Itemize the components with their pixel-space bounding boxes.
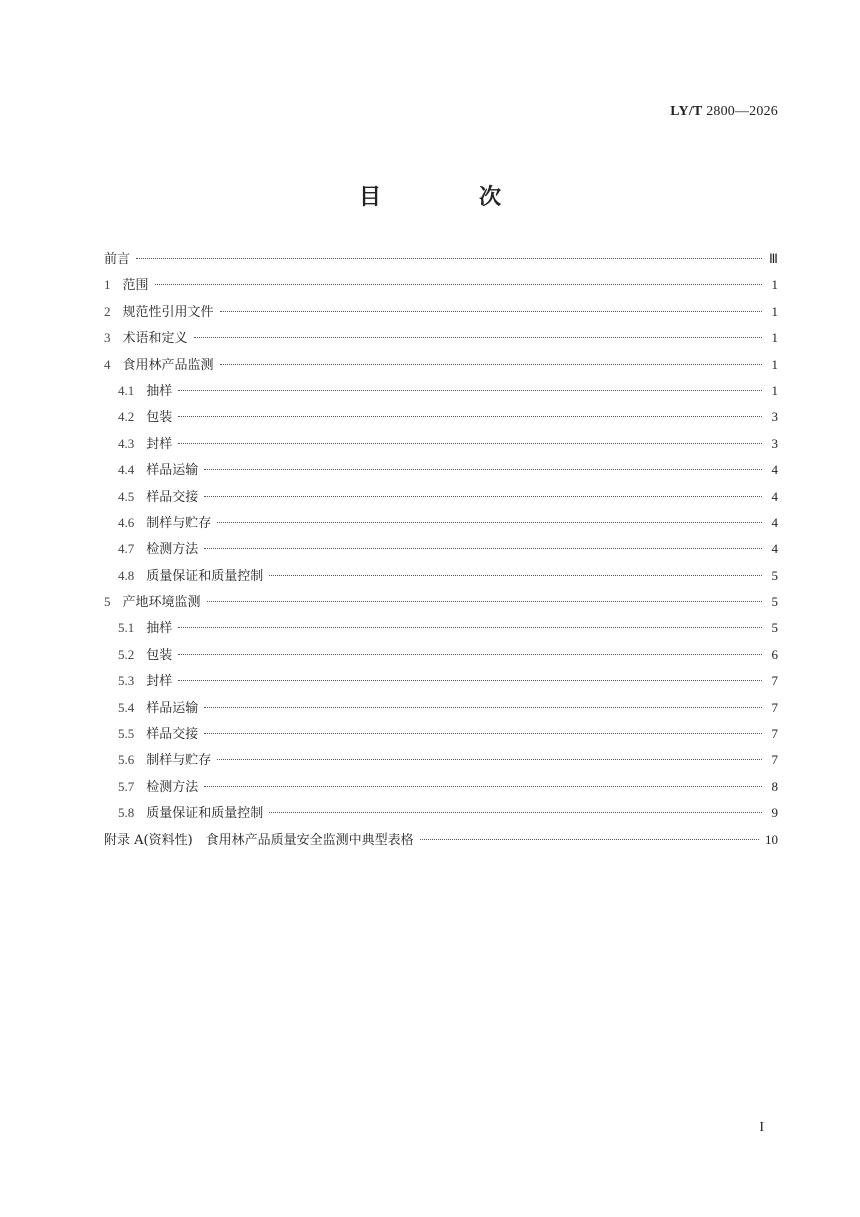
toc-entry-label: 制样与贮存: [146, 753, 212, 769]
standard-prefix: LY/T: [670, 104, 703, 119]
toc-dot-leader: [204, 786, 762, 787]
toc-entry-label: 封样: [146, 674, 173, 690]
toc-entry-label: 包装: [146, 410, 173, 426]
toc-entry[interactable]: [104, 325, 778, 351]
toc-entry-page: 9: [771, 805, 778, 821]
toc-dot-leader: [178, 416, 762, 417]
toc-entry-number: 5.3: [118, 673, 135, 689]
toc-entry-number: 4.2: [118, 409, 135, 425]
toc-entry-number: 4: [104, 356, 111, 372]
toc-dot-leader: [204, 707, 762, 708]
toc-entry-number: 4.6: [118, 514, 135, 530]
toc-entry-page: 1: [771, 277, 778, 293]
toc-dot-leader: [178, 680, 762, 681]
standard-code: [670, 104, 778, 120]
toc-entry-page: 5: [771, 567, 778, 583]
toc-dot-leader: [269, 812, 762, 813]
toc-entry[interactable]: [104, 827, 778, 853]
toc-entry[interactable]: [104, 668, 778, 694]
toc-dot-leader: [204, 548, 762, 549]
toc-entry[interactable]: [104, 510, 778, 536]
toc-entry-label: 抽样: [146, 383, 173, 399]
toc-entry-page: Ⅲ: [769, 251, 778, 266]
toc-entry-page: 4: [771, 514, 778, 530]
toc-entry-label: 产地环境监测: [122, 595, 201, 611]
toc-entry-page: 4: [771, 541, 778, 557]
toc-entry[interactable]: [104, 589, 778, 615]
toc-dot-leader: [178, 654, 762, 655]
toc-entry[interactable]: [104, 352, 778, 378]
page-title: 目 次: [358, 185, 539, 210]
toc-dot-leader: [204, 733, 762, 734]
toc-entry[interactable]: [104, 563, 778, 589]
toc-dot-leader: [269, 575, 762, 576]
toc-dot-leader: [155, 284, 762, 285]
toc-entry-number: 5.5: [118, 726, 135, 742]
toc-dot-leader: [220, 311, 762, 312]
toc-entry-number: 4.1: [118, 382, 135, 398]
toc-entry-label: 范围: [122, 278, 149, 294]
toc-entry-page: 7: [771, 726, 778, 742]
toc-entry-number: 4.7: [118, 541, 135, 557]
toc-entry-page: 1: [771, 356, 778, 372]
toc-entry[interactable]: [104, 695, 778, 721]
toc-entry-page: 7: [771, 752, 778, 768]
table-of-contents: [104, 246, 778, 853]
page-number: I: [759, 1120, 764, 1135]
toc-entry[interactable]: [104, 774, 778, 800]
toc-entry[interactable]: [104, 615, 778, 641]
toc-entry[interactable]: [104, 378, 778, 404]
toc-dot-leader: [194, 337, 762, 338]
toc-entry-label: 样品交接: [146, 489, 199, 505]
toc-entry-page: 8: [771, 778, 778, 794]
toc-dot-leader: [207, 601, 762, 602]
toc-entry-number: 5: [104, 594, 111, 610]
toc-entry-number: 5.1: [118, 620, 135, 636]
toc-entry[interactable]: [104, 536, 778, 562]
toc-entry[interactable]: [104, 642, 778, 668]
toc-entry-number: 4.4: [118, 462, 135, 478]
toc-entry-label: 附录 A(资料性) 食用林产品质量安全监测中典型表格: [104, 832, 414, 848]
toc-entry[interactable]: [104, 800, 778, 826]
toc-entry-page: 5: [771, 594, 778, 610]
toc-dot-leader: [178, 627, 762, 628]
toc-entry-label: 包装: [146, 647, 173, 663]
toc-entry-label: 质量保证和质量控制: [146, 806, 264, 822]
toc-entry-label: 样品运输: [146, 700, 199, 716]
toc-entry[interactable]: [104, 246, 778, 272]
toc-entry-page: 3: [771, 435, 778, 451]
toc-entry-page: 1: [771, 382, 778, 398]
toc-dot-leader: [204, 469, 762, 470]
toc-entry-number: 5.6: [118, 752, 135, 768]
toc-entry-page: 1: [771, 330, 778, 346]
toc-entry-number: 5.8: [118, 805, 135, 821]
toc-dot-leader: [420, 839, 759, 840]
toc-entry-label: 前言: [104, 252, 131, 267]
toc-entry-label: 样品运输: [146, 463, 199, 479]
toc-dot-leader: [204, 496, 762, 497]
toc-entry-number: 4.3: [118, 435, 135, 451]
toc-entry-page: 7: [771, 673, 778, 689]
toc-entry-number: 5.7: [118, 778, 135, 794]
toc-dot-leader: [178, 443, 762, 444]
toc-entry-label: 封样: [146, 436, 173, 452]
toc-entry[interactable]: [104, 299, 778, 325]
toc-entry-page: 10: [765, 831, 778, 847]
toc-entry-label: 规范性引用文件: [122, 304, 214, 320]
toc-entry-label: 检测方法: [146, 779, 199, 795]
toc-entry-page: 1: [771, 303, 778, 319]
toc-entry[interactable]: [104, 404, 778, 430]
toc-entry-number: 4.8: [118, 567, 135, 583]
toc-dot-leader: [220, 364, 762, 365]
toc-entry-number: 3: [104, 330, 111, 346]
toc-entry[interactable]: [104, 272, 778, 298]
toc-entry-number: 4.5: [118, 488, 135, 504]
toc-entry-page: 4: [771, 488, 778, 504]
toc-entry-page: 6: [771, 646, 778, 662]
toc-entry-page: 4: [771, 462, 778, 478]
toc-entry[interactable]: [104, 431, 778, 457]
toc-entry-label: 样品交接: [146, 727, 199, 743]
toc-entry[interactable]: [104, 721, 778, 747]
standard-number: 2800—2026: [706, 104, 778, 119]
toc-entry-page: 3: [771, 409, 778, 425]
toc-entry[interactable]: [104, 747, 778, 773]
toc-entry-label: 食用林产品监测: [122, 357, 214, 373]
toc-entry-page: 7: [771, 699, 778, 715]
toc-entry[interactable]: [104, 484, 778, 510]
toc-dot-leader: [136, 258, 762, 259]
toc-entry-label: 抽样: [146, 621, 173, 637]
toc-entry-number: 5.4: [118, 699, 135, 715]
toc-entry-page: 5: [771, 620, 778, 636]
toc-dot-leader: [178, 390, 762, 391]
toc-entry-label: 制样与贮存: [146, 515, 212, 531]
toc-entry-number: 2: [104, 303, 111, 319]
toc-entry-label: 术语和定义: [122, 331, 188, 347]
toc-dot-leader: [217, 522, 762, 523]
toc-entry[interactable]: [104, 457, 778, 483]
toc-entry-number: 5.2: [118, 646, 135, 662]
toc-entry-label: 检测方法: [146, 542, 199, 558]
toc-entry-number: 1: [104, 277, 111, 293]
toc-entry-label: 质量保证和质量控制: [146, 568, 264, 584]
toc-dot-leader: [217, 759, 762, 760]
